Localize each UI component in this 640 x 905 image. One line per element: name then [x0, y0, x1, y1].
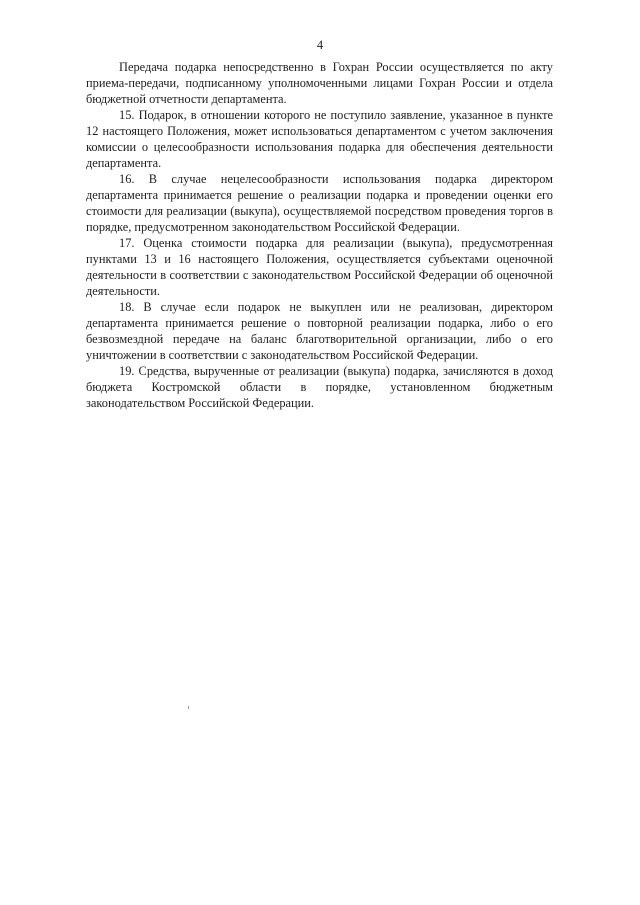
paragraph-18: 18. В случае если подарок не выкуплен или не реализован, директором департамента принимается решение о повторной реализации подарка, либо о его безвозмездной передаче на баланс благотворительной организации, либо о его уничтожении в соответствии с законодательством Российской Федерации.: [86, 300, 553, 362]
paragraph-15: 15. Подарок, в отношении которого не поступило заявление, указанное в пункте 12 настоящего Положения, может использоваться департаментом с учетом заключения комиссии о целесообразности использования подарка для обеспечения деятельности департамента.: [86, 108, 553, 170]
document-body: [86, 59, 553, 411]
paragraph-16: 16. В случае нецелесообразности использования подарка директором департамента принимается решение о реализации подарка и проведении оценки его стоимости для реализации (выкупа), осуществляемой посредством проведения торгов в порядке, предусмотренном законодательством Российской Федерации.: [86, 172, 553, 234]
scan-speck: [188, 706, 189, 709]
page-number: 4: [316, 38, 324, 52]
paragraph-gokhran-transfer: Передача подарка непосредственно в Гохран России осуществляется по акту приема-передачи, подписанному уполномоченными лицами Гохран России и отдела бюджетной отчетности департамента.: [86, 60, 553, 106]
paragraph-17: 17. Оценка стоимости подарка для реализации (выкупа), предусмотренная пунктами 13 и 16 настоящего Положения, осуществляется субъектами оценочной деятельности в соответствии с законодательством Российской Федерации об оценочной деятельности.: [86, 236, 553, 298]
paragraph-19: 19. Средства, вырученные от реализации (выкупа) подарка, зачисляются в доход бюджета Костромской области в порядке, установленном бюджетным законодательством Российской Федерации.: [86, 364, 553, 410]
